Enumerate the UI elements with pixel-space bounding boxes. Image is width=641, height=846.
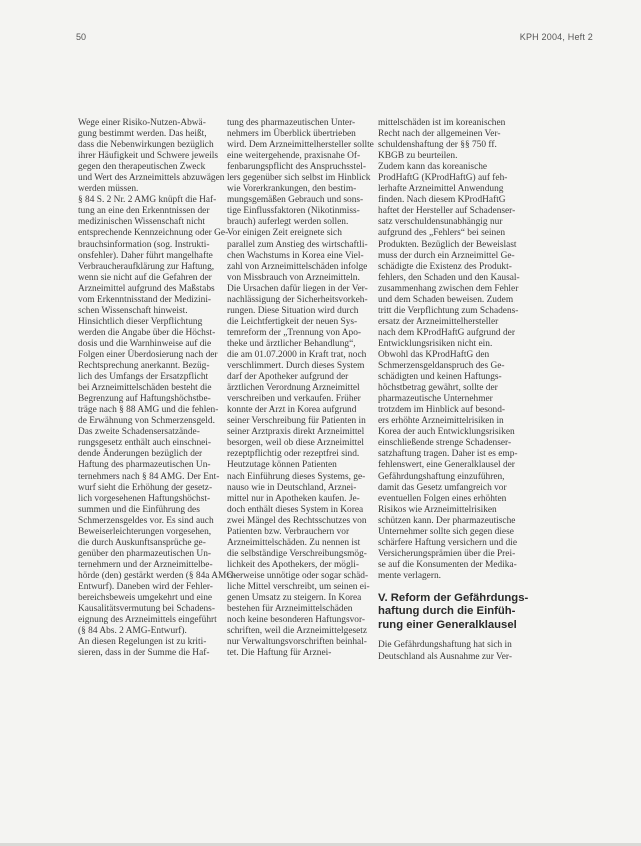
text-line: Hinsichtlich dieser Verpflichtung — [78, 316, 203, 327]
section-heading — [378, 591, 529, 633]
text-line: An diesen Regelungen ist zu kriti- — [78, 637, 207, 648]
text-line: Patienten bzw. Verbrauchern vor — [227, 526, 350, 537]
text-line: Die Ursachen dafür liegen in der Ver- — [227, 283, 368, 294]
text-line: nehmers im Überblick übertrieben — [227, 129, 356, 140]
text-line: Wege einer Risiko-Nutzen-Abwä- — [78, 118, 206, 128]
text-line: zusammenhang zwischen dem Fehler — [378, 283, 519, 294]
text-line: muss der durch ein Arzneimittel Ge- — [378, 250, 515, 261]
text-line: finden. Nach diesem KProdHaftG — [378, 195, 506, 206]
text-line: temreform der „Trennung von Apo- — [227, 327, 361, 338]
text-line: bereichsbeweis umgekehrt und eine — [78, 593, 213, 604]
running-header — [76, 32, 593, 46]
text-line: Haftung des pharmazeutischen Un- — [78, 460, 211, 471]
section-heading-line: haftung durch die Einfüh- — [378, 605, 516, 618]
text-line: Recht nach der allgemeinen Ver- — [378, 129, 501, 140]
text-line: eventuellen Folgen eines erhöhten — [378, 493, 507, 504]
text-line: Folgen einer Überdosierung nach der — [78, 349, 218, 360]
text-line: wurf sieht die Erhöhung der gesetz- — [78, 482, 213, 493]
text-line: satzhaftung tragen. Daher ist es emp- — [378, 449, 518, 460]
text-line: und dem Schaden beweisen. Zudem — [378, 294, 514, 305]
text-line: sieren, dass in der Summe die Haf- — [78, 648, 210, 659]
text-line: dosis und die Warnhinweise auf die — [78, 338, 212, 349]
text-line: nach Einführung dieses Systems, ge- — [227, 471, 366, 482]
text-line: besorgen, weil ob diese Arzneimittel — [227, 438, 365, 449]
text-line: Produkten. Bezüglich der Beweislast — [378, 239, 517, 250]
text-line: trotzdem im Hinblick auf besond- — [378, 405, 506, 416]
text-line: hörde (den) gestärkt werden (§ 84a AMG- — [78, 570, 237, 581]
text-line: mente verlagern. — [378, 570, 441, 581]
text-line: Risikos wie Arzneimittelrisiken — [378, 504, 497, 515]
text-line: konnte der Arzt in Korea aufgrund — [227, 405, 357, 416]
text-line: dende Änderungen bezüglich der — [78, 449, 203, 460]
text-line: seiner Verschreibung für Patienten in — [227, 416, 366, 427]
text-line: Rechtsprechung anerkannt. Bezüg- — [78, 361, 210, 372]
text-line: ProdHaftG (KProdHaftG) auf feh- — [378, 173, 508, 184]
text-line: ersatz der Arzneimittelhersteller — [378, 316, 499, 327]
text-line: bestehen für Arzneimittelschäden — [227, 604, 353, 615]
text-line: summen und die Einführung des — [78, 504, 200, 515]
text-line: träge nach § 88 AMG und die fehlen- — [78, 405, 219, 416]
text-line: tritt die Verpflichtung zum Schadens- — [378, 305, 519, 316]
text-line: zwei Mängel des Rechtsschutzes von — [227, 515, 367, 526]
text-line: schädigten und keinen Haftungs- — [378, 372, 502, 383]
text-line: gegen den therapeutischen Zweck — [78, 162, 206, 173]
text-line: lich vorgesehenen Haftungshöchst- — [78, 493, 211, 504]
text-line: eignung des Arzneimittels eingeführt — [78, 615, 217, 626]
text-line: wird. Dem Arzneimittelhersteller sollte — [227, 140, 374, 151]
text-line: liche Mittel verschreibt, um seinen ei- — [227, 581, 370, 592]
text-line: pharmazeutische Unternehmer — [378, 394, 493, 405]
text-line: fehlers, den Schaden und den Kausal- — [378, 272, 520, 283]
text-line: medizinischen Wissenschaft nicht — [78, 217, 206, 228]
text-line: genen Umsatz zu steigern. In Korea — [227, 593, 362, 604]
text-line: Entwurf). Daneben wird der Fehler- — [78, 581, 213, 592]
text-line: werden die Angabe über die Höchst- — [78, 327, 216, 338]
text-line: de Erwähnung von Schmerzensgeld. — [78, 416, 215, 427]
text-line: satz verschuldensunabhängig nur — [378, 217, 503, 228]
text-line: gung bestimmt werden. Das heißt, — [78, 129, 207, 140]
text-line: die Leichtfertigkeit der neuen Sys- — [227, 316, 358, 327]
text-line: Entwicklungsrisiken nicht ein. — [378, 338, 493, 349]
text-line: Deutschland als Ausnahme zur Ver- — [378, 651, 512, 662]
text-line: die selbständige Verschreibungsmög- — [227, 548, 367, 559]
text-line: brauch) auferlegt werden sollen. — [227, 217, 349, 228]
text-line: ternehmern und der Arzneimittelbe- — [78, 559, 213, 570]
text-line: bei Arzneimittelschäden besteht die — [78, 383, 212, 394]
text-line: doch enthält dieses System in Korea — [227, 504, 364, 515]
text-line: schädigte die Existenz des Produkt- — [378, 261, 512, 272]
text-line: tung an eine den Erkenntnissen der — [78, 206, 210, 217]
text-line: Begrenzung auf Haftungshöchstbe- — [78, 394, 211, 405]
text-line: mittel nur in Apotheken kaufen. Je- — [227, 493, 360, 504]
text-column-3 — [378, 118, 529, 663]
text-line: tet. Die Haftung für Arznei- — [227, 648, 332, 659]
text-line: brauchsinformation (sog. Instrukti- — [78, 239, 210, 250]
text-line: verschreiben und verkaufen. Früher — [227, 394, 361, 405]
text-line: verschlimmert. Durch dieses System — [227, 361, 365, 372]
text-line: damit das Gesetz umfangreich vor — [378, 482, 507, 493]
text-line: rungsgesetz enthält auch einschnei- — [78, 438, 212, 449]
text-line: entsprechende Kennzeichnung oder Ge- — [78, 228, 229, 239]
text-line: fehlenswert, eine Generalklausel der — [378, 460, 515, 471]
text-line: Obwohl das KProdHaftG den — [378, 349, 490, 360]
text-line: mittelschäden ist im koreanischen — [378, 118, 506, 128]
text-line: mungsgemäßen Gebrauch und sons- — [227, 195, 364, 206]
journal-reference: KPH 2004, Heft 2 — [519, 32, 593, 42]
text-line: die am 01.07.2000 in Kraft trat, noch — [227, 349, 367, 360]
text-line: höchstbetrag gewährt, sollte der — [378, 383, 498, 394]
text-line: theke und ärztlicher Behandlung“, — [227, 338, 356, 349]
text-line: tige Einflussfaktoren (Nikotinmiss- — [227, 206, 360, 217]
text-line: KBGB zu beurteilen. — [378, 151, 458, 162]
text-line: nur Verwaltungsvorschriften beinhal- — [227, 637, 367, 648]
text-line: nauso wie in Deutschland, Arznei- — [227, 482, 357, 493]
text-line: darf der Apotheker aufgrund der — [227, 372, 349, 383]
text-line: dass die Nebenwirkungen bezüglich — [78, 140, 214, 151]
text-line: ärztlichen Verordnung Arzneimittel — [227, 383, 360, 394]
text-line: lichkeit des Apothekers, der mögli- — [227, 559, 359, 570]
text-line: werden müssen. — [78, 184, 139, 195]
text-line: Zudem kann das koreanische — [378, 162, 488, 173]
text-line: Beweiserleichterungen vorgesehen, — [78, 526, 212, 537]
text-line: ternehmers nach § 84 AMG. Der Ent- — [78, 471, 220, 482]
text-column-2 — [227, 118, 374, 659]
text-line: lerhafte Arzneimittel Anwendung — [378, 184, 504, 195]
text-line: fenbarungspflicht des Anspruchsstel- — [227, 162, 367, 173]
text-line: vom Erkenntnisstand der Medizini- — [78, 294, 212, 305]
text-line: onsfehler). Daher führt mangelhafte — [78, 250, 213, 261]
text-line: Korea der auch Entwicklungsrisiken — [378, 427, 515, 438]
text-line: § 84 S. 2 Nr. 2 AMG knüpft die Haf- — [78, 195, 217, 206]
text-line: chen Wachstums in Korea eine Viel- — [227, 250, 364, 261]
text-line: genüber den pharmazeutischen Un- — [78, 548, 212, 559]
text-line: zahl von Arzneimittelschäden infolge — [227, 261, 368, 272]
text-line: schützen kann. Der pharmazeutische — [378, 515, 516, 526]
text-line: lich des Umfangs der Ersatzpflicht — [78, 372, 209, 383]
text-line: Kausalitätsvermutung bei Schadens- — [78, 604, 215, 615]
text-line: Heutzutage können Patienten — [227, 460, 337, 471]
text-line: ihrer Häufigkeit und Schwere jeweils — [78, 151, 219, 162]
page-number: 50 — [76, 32, 87, 42]
text-line: die durch Auskunftsansprüche ge- — [78, 537, 206, 548]
text-line: Unternehmer sollte sich gegen diese — [378, 526, 514, 537]
text-line: haftet der Hersteller auf Schadenser- — [378, 206, 516, 217]
text-line: parallel zum Anstieg des wirtschaftli- — [227, 239, 368, 250]
text-line: und Wert des Arzneimittels abzuwägen — [78, 173, 225, 184]
text-line: Arzneimittelschäden. Zu nennen ist — [227, 537, 361, 548]
text-line: tung des pharmazeutischen Unter- — [227, 118, 356, 128]
text-line: schen Wissenschaft hinweist. — [78, 305, 188, 316]
text-line: einschließende strenge Schadenser- — [378, 438, 512, 449]
text-line: cherweise unnötige oder sogar schäd- — [227, 570, 369, 581]
text-line: Versicherungsprämien über die Prei- — [378, 548, 516, 559]
text-line: lers gegenüber sich selbst im Hinblick — [227, 173, 371, 184]
text-line: Das zweite Schadensersatzände- — [78, 427, 200, 438]
text-line: ers erhöhte Arzneimittelrisiken in — [378, 416, 504, 427]
text-column-1 — [78, 118, 237, 659]
text-line: eine weitergehende, praxisnahe Of- — [227, 151, 361, 162]
text-line: Gefährdungshaftung einzuführen, — [378, 471, 505, 482]
text-line: Schmerzensgeldanspruch des Ge- — [378, 361, 505, 372]
text-line: se auf die Konsumenten der Medika- — [378, 559, 517, 570]
text-line: aufgrund des „Fehlers“ bei seinen — [378, 228, 506, 239]
text-line: (§ 84 Abs. 2 AMG-Entwurf). — [78, 626, 187, 637]
text-line: Verbraucheraufklärung zur Haftung, — [78, 261, 215, 272]
text-line: nachlässigung der Sicherheitsvorkeh- — [227, 294, 368, 305]
text-line: wenn sie nicht auf die Gefahren der — [78, 272, 212, 283]
text-line: Die Gefährdungshaftung hat sich in — [378, 640, 512, 651]
text-line: schuldenshaftung der §§ 750 ff. — [378, 140, 497, 151]
text-line: schriften, weil die Arzneimittelgesetz — [227, 626, 368, 637]
text-line: wie Vorerkrankungen, den bestim- — [227, 184, 357, 195]
text-line: nach dem KProdHaftG aufgrund der — [378, 327, 515, 338]
text-line: rungen. Diese Situation wird durch — [227, 305, 359, 316]
section-heading-line: V. Reform der Gefährdungs- — [378, 591, 529, 604]
text-line: rezeptpflichtig oder rezeptfrei sind. — [227, 449, 360, 460]
text-line: Vor einigen Zeit ereignete sich — [227, 228, 342, 239]
text-line: Arzneimittel aufgrund des Maßstabs — [78, 283, 215, 294]
text-line: schärfere Haftung versichern und die — [378, 537, 517, 548]
section-heading-line: rung einer Generalklausel — [378, 618, 517, 631]
text-line: Schmerzensgeldes vor. Es sind auch — [78, 515, 214, 526]
text-line: noch keine besonderen Haftungsvor- — [227, 615, 366, 626]
text-line: seiner Arztpraxis direkt Arzneimittel — [227, 427, 365, 438]
text-line: von Missbrauch von Arzneimitteln. — [227, 272, 360, 283]
